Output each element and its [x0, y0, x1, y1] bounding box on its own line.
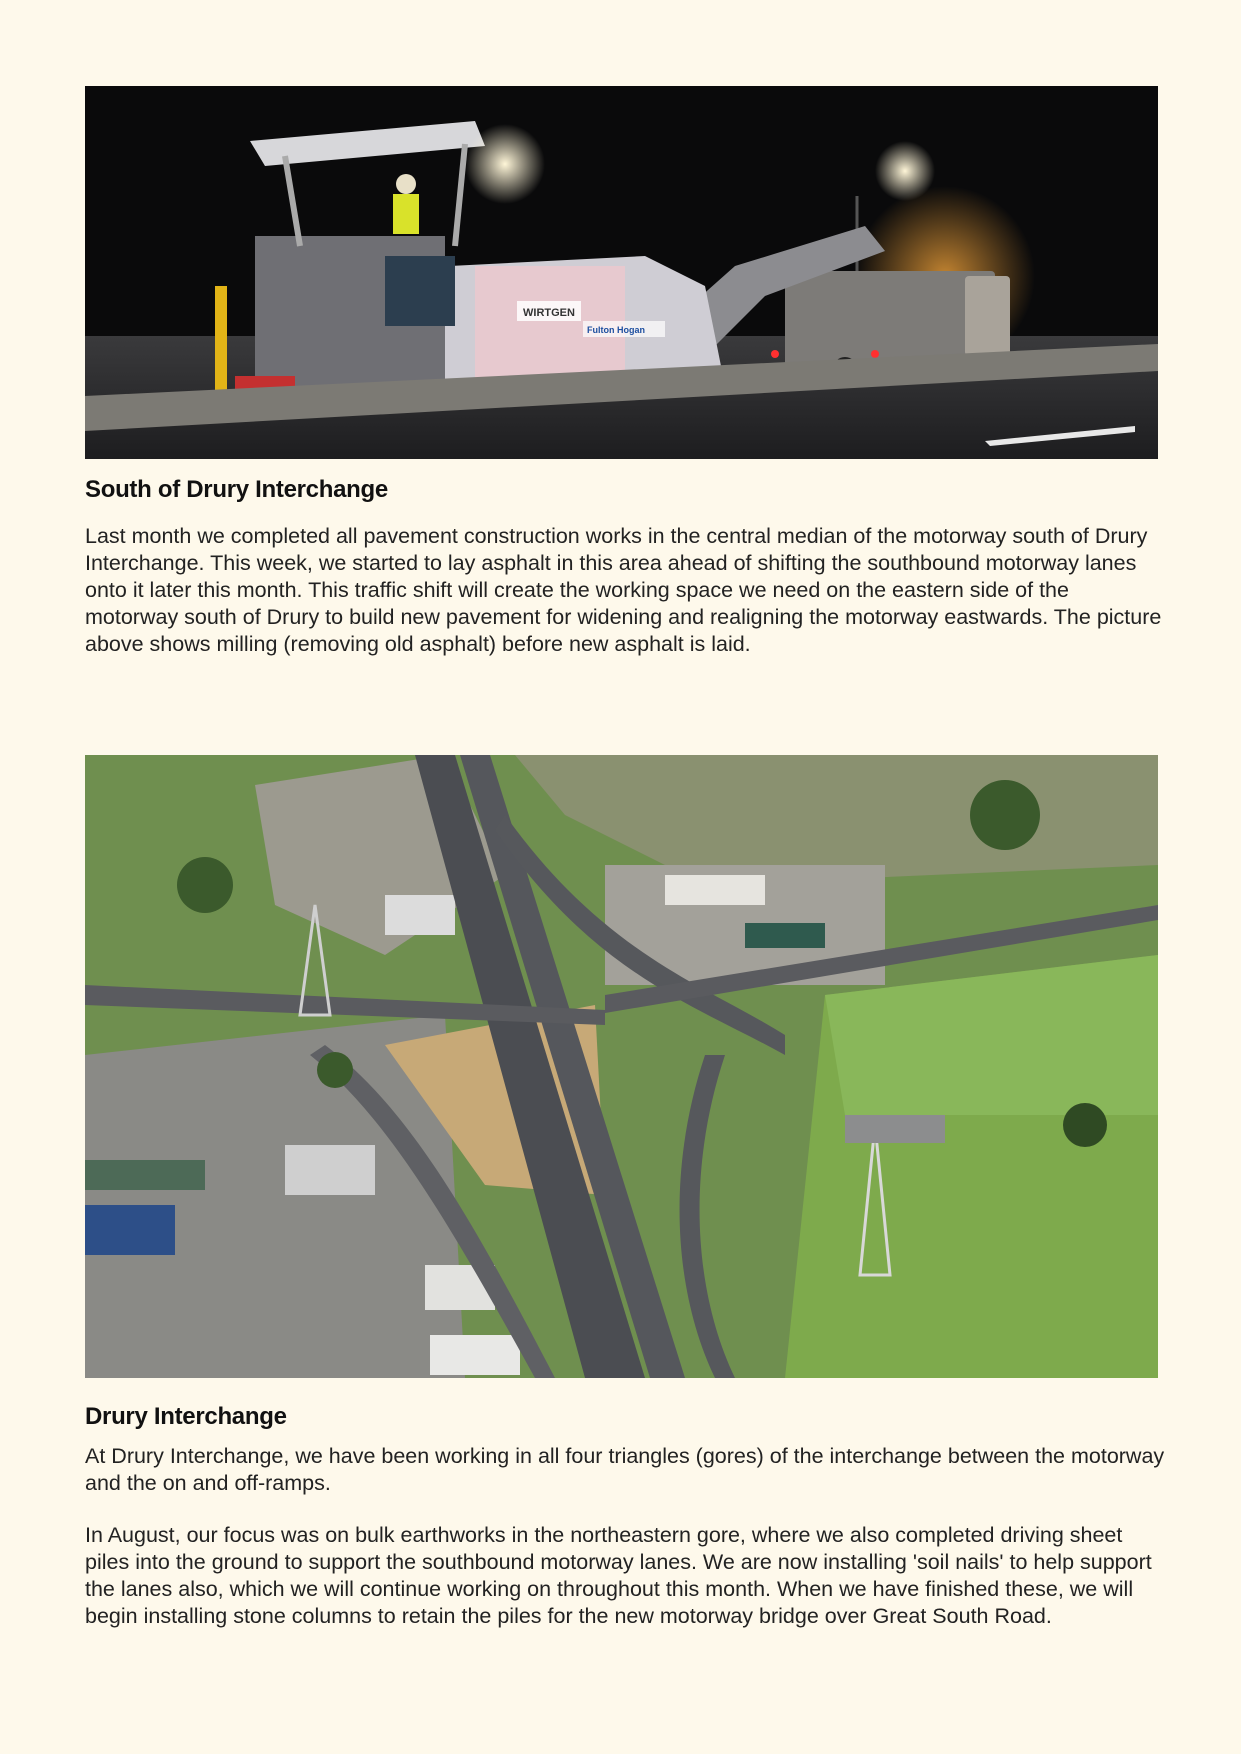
section-body-south-of-drury: Last month we completed all pavement construction works in the central median of the motorway south of Drury Interchange. This week, we started to lay asphalt in this area ahead of shifting the southbound motorway lanes onto it later this month. This traffic shift will create the working space we need on the eastern side of the motorway south of Drury to build new pavement for widening and realigning the motorway eastwards. The picture above shows milling (removing old asphalt) before new asphalt is laid. [85, 524, 1162, 656]
section-body-drury-august: In August, our focus was on bulk earthworks in the northeastern gore, where we also completed driving sheet piles into the ground to support the southbound motorway lanes. We are now installing 'soil nails' to help support the lanes also, which we will continue working on throughout this month. When we have finished these, we will begin installing stone columns to retain the piles for the new motorway bridge over Great South Road. [85, 1523, 1152, 1628]
night-milling-image [85, 86, 1158, 459]
section-heading-south-of-drury: South of Drury Interchange [85, 476, 388, 503]
aerial-interchange-photo [85, 755, 1158, 1378]
fulton-hogan-logo-text: Fulton Hogan [587, 325, 645, 335]
section-body-drury-intro: At Drury Interchange, we have been working in all four triangles (gores) of the interchange between the motorway and the on and off-ramps. [85, 1444, 1165, 1495]
section-heading-drury-interchange: Drury Interchange [85, 1403, 287, 1430]
aerial-drury-interchange-image [85, 755, 1158, 1378]
milling-machine-photo [85, 86, 1158, 459]
wirtgen-logo-text: WIRTGEN [523, 307, 575, 319]
